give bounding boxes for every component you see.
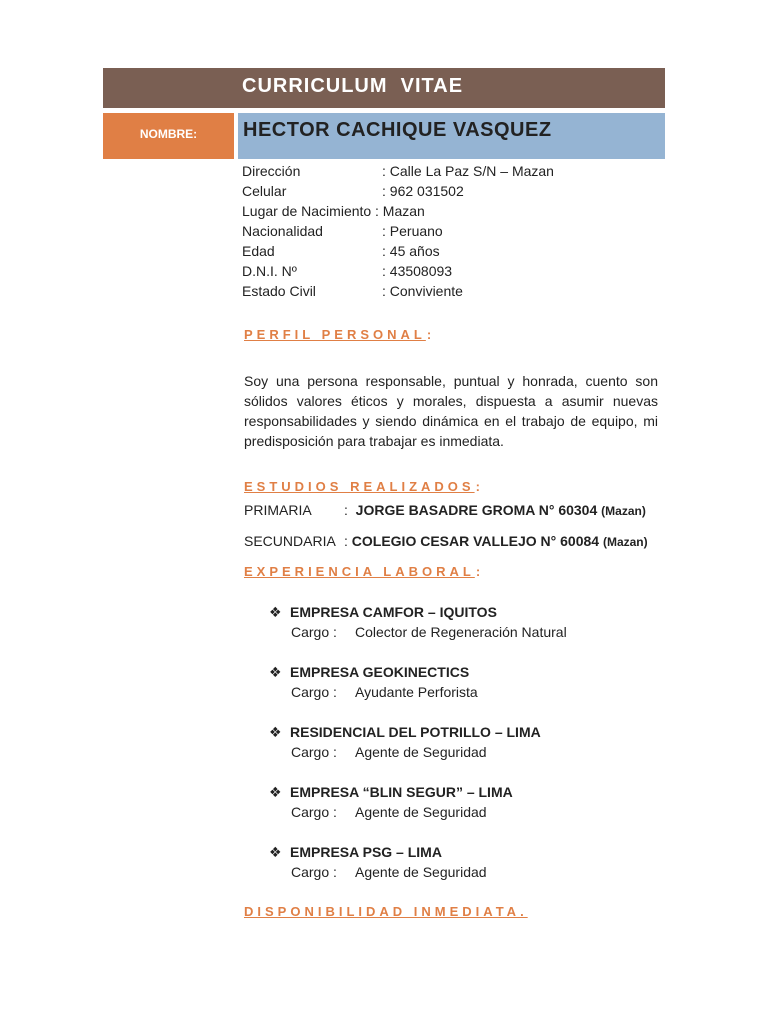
name-box	[238, 113, 665, 159]
job-role: Colector de Regeneración Natural	[355, 624, 567, 640]
job-role: Agente de Seguridad	[355, 804, 487, 820]
study-level: SECUNDARIA	[244, 533, 336, 549]
person-name: HECTOR CACHIQUE VASQUEZ	[243, 119, 552, 141]
job-role-label: Cargo	[291, 744, 330, 760]
experience-list	[269, 602, 567, 902]
info-value: : 962 031502	[382, 183, 464, 199]
info-label: D.N.I. Nº	[242, 263, 297, 279]
job-entry: ❖ EMPRESA PSG – LIMA Cargo : Agente de Seguridad	[269, 844, 487, 880]
job-company: EMPRESA “BLIN SEGUR” – LIMA	[290, 784, 513, 800]
info-value: : Mazan	[375, 203, 425, 219]
diamond-bullet-icon: ❖	[269, 844, 282, 860]
study-row-primary	[244, 502, 646, 518]
profile-text: Soy una persona responsable, puntual y honrada, cuento son sólidos valores éticos y morales, dispuesta a asumir nuevas responsabilidades y siendo dinámica en el trabajo de equipo, mi predisposición para trabajar es inmediata.	[244, 373, 658, 449]
info-value: : Conviviente	[382, 283, 463, 299]
section-heading-availability	[244, 904, 528, 919]
study-school: COLEGIO CESAR VALLEJO N° 60084	[351, 533, 600, 549]
job-company: RESIDENCIAL DEL POTRILLO – LIMA	[290, 724, 541, 740]
diamond-bullet-icon: ❖	[269, 784, 282, 800]
job-role-label: Cargo	[291, 864, 330, 880]
job-entry: ❖ EMPRESA CAMFOR – IQUITOS Cargo : Colector de Regeneración Natural	[269, 604, 567, 640]
section-heading-text: PERFIL PERSONAL	[244, 327, 426, 342]
info-label: Dirección	[242, 163, 301, 179]
job-company: EMPRESA GEOKINECTICS	[290, 664, 470, 680]
study-row-secondary	[244, 533, 648, 549]
availability-text: DISPONIBILIDAD INMEDIATA.	[244, 904, 528, 919]
diamond-bullet-icon: ❖	[269, 604, 282, 620]
document-title: CURRICULUM VITAE	[242, 75, 464, 97]
study-separator: :	[344, 502, 348, 518]
diamond-bullet-icon: ❖	[269, 724, 282, 740]
diamond-bullet-icon: ❖	[269, 664, 282, 680]
info-label: Edad	[242, 243, 275, 259]
study-level: PRIMARIA	[244, 502, 312, 518]
section-heading-studies: ESTUDIOS REALIZADOS:	[244, 479, 480, 494]
section-heading-text: ESTUDIOS REALIZADOS	[244, 479, 475, 494]
title-band	[103, 68, 665, 108]
study-town: (Mazan)	[602, 535, 648, 549]
job-role: Agente de Seguridad	[355, 744, 487, 760]
study-town: (Mazan)	[601, 504, 646, 518]
job-entry: ❖ RESIDENCIAL DEL POTRILLO – LIMA Cargo : Agente de Seguridad	[269, 724, 541, 760]
info-label: Estado Civil	[242, 283, 316, 299]
section-heading-text: EXPERIENCIA LABORAL	[244, 564, 475, 579]
name-label-box	[103, 113, 234, 159]
info-value: : Peruano	[382, 223, 443, 239]
info-value: : 45 años	[382, 243, 440, 259]
study-school: JORGE BASADRE GROMA N° 60304	[355, 502, 598, 518]
info-label: Lugar de Nacimiento	[242, 203, 372, 219]
info-label: Nacionalidad	[242, 223, 323, 239]
job-company: EMPRESA PSG – LIMA	[290, 844, 442, 860]
name-label: NOMBRE:	[139, 127, 198, 141]
study-separator: :	[344, 533, 348, 549]
section-heading-profile: PERFIL PERSONAL:	[244, 327, 432, 342]
info-value: : 43508093	[382, 263, 453, 279]
info-value: : Calle La Paz S/N – Mazan	[382, 163, 554, 179]
job-entry: ❖ EMPRESA “BLIN SEGUR” – LIMA Cargo : Agente de Seguridad	[269, 784, 513, 820]
job-role: Agente de Seguridad	[355, 864, 487, 880]
job-role-label: Cargo	[291, 684, 330, 700]
section-heading-experience: EXPERIENCIA LABORAL:	[244, 564, 481, 579]
job-role-label: Cargo	[291, 804, 330, 820]
info-label: Celular	[242, 183, 287, 199]
job-company: EMPRESA CAMFOR – IQUITOS	[290, 604, 497, 620]
job-role: Ayudante Perforista	[355, 684, 478, 700]
job-role-label: Cargo	[291, 624, 330, 640]
job-entry: ❖ EMPRESA GEOKINECTICS Cargo : Ayudante Perforista	[269, 664, 478, 700]
